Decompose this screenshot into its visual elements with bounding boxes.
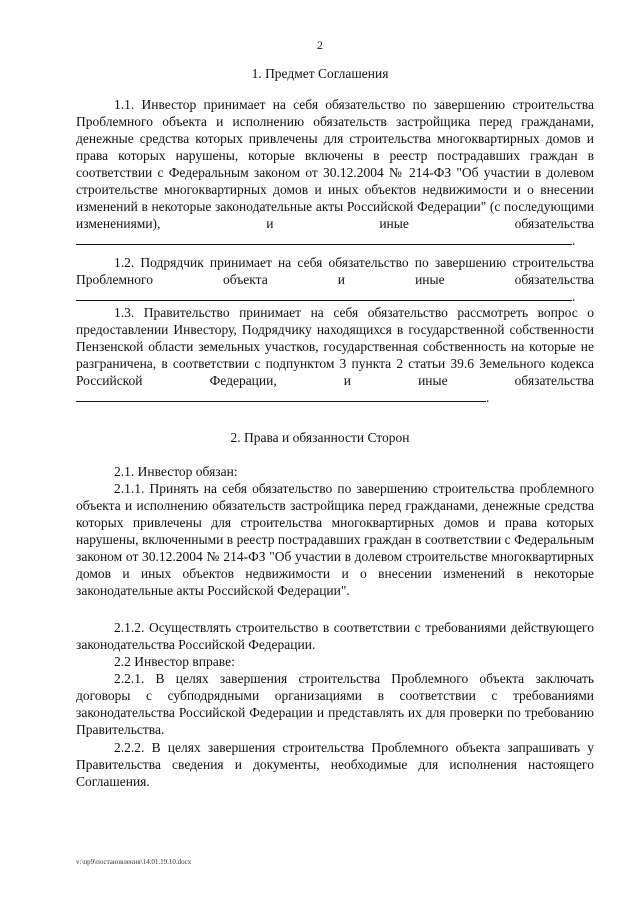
paragraph-1-3-end: .	[486, 390, 490, 405]
paragraph-1-2-text: 1.2. Подрядчик принимает на себя обязательство по завершению строительства Проблемного объекта и иные обязательства	[76, 255, 594, 287]
section-2-title: 2. Права и обязанности Сторон	[230, 430, 410, 445]
section-1-title: 1. Предмет Соглашения	[251, 66, 389, 81]
paragraph-2-1-1: 2.1.1. Принять на себя обязательство по завершению строительства проблемного объекта и исполнению обязательств застройщика перед гражданами, денежные средства которых привлечены для строительства многоквартирных домов и права которых нарушены, включенными в реестр пострадавших граждан в соответствии с Федеральным законом от 30.12.2004 № 214-ФЗ "Об участии в долевом строительстве многоквартирных домов и иных объектов недвижимости и о внесении изменений в некоторые законодательные акты Российской Федерации".	[76, 481, 594, 598]
paragraph-1-2-end: .	[572, 289, 576, 304]
paragraph-1-3-text: 1.3. Правительство принимает на себя обязательство рассмотреть вопрос о предоставлении Инвестору, Подрядчику находящихся в государственной собственности Пензенской области земельных участков, государственная собственность на которые не разграничена, в соответствии с подпунктом 3 пункта 2 статьи 39.6 Земельного кодекса Российской Федерации, и иные обязательства	[76, 305, 594, 388]
paragraph-2-2-1: 2.2.1. В целях завершения строительства Проблемного объекта заключать договоры с субподрядными организациями в соответствии с требованиями законодательства Российской Федерации и представлять их для проверки по требованию Правительства.	[76, 671, 594, 737]
file-path-footer: v:\пр9\постановления\14.01.19.10.docx	[76, 858, 192, 866]
paragraph-1-1-text: 1.1. Инвестор принимает на себя обязательство по завершению строительства Проблемного объекта и исполнению обязательств застройщика перед гражданами, денежные средства которых привлечены для строительства многоквартирных домов и права которых нарушены, которые включены в реестр пострадавших граждан в соответствии с Федеральным законом от 30.12.2004 № 214-ФЗ "Об участии в долевом строительстве многоквартирных домов и иных объектов недвижимости и о внесении изменений в некоторые законодательные акты Российской Федерации" (с последующими изменениями), и иные обязательства	[76, 97, 594, 231]
paragraph-1-2	[76, 254, 594, 305]
paragraph-1-1-end: .	[572, 233, 576, 248]
blank-line	[76, 232, 572, 245]
blank-line	[76, 389, 486, 402]
page-number: 2	[317, 38, 323, 52]
paragraph-2-1-2: 2.1.2. Осуществлять строительство в соответствии с требованиями действующего законодательства Российской Федерации.	[76, 620, 594, 652]
paragraph-2-2-2: 2.2.2. В целях завершения строительства Проблемного объекта запрашивать у Правительства сведения и документы, необходимые для исполнения настоящего Соглашения.	[76, 740, 594, 789]
blank-line	[76, 288, 572, 301]
paragraph-2-2: 2.2 Инвестор вправе:	[114, 654, 235, 669]
paragraph-1-3	[76, 304, 594, 406]
paragraph-1-1	[76, 96, 594, 249]
paragraph-2-1: 2.1. Инвестор обязан:	[114, 464, 238, 479]
